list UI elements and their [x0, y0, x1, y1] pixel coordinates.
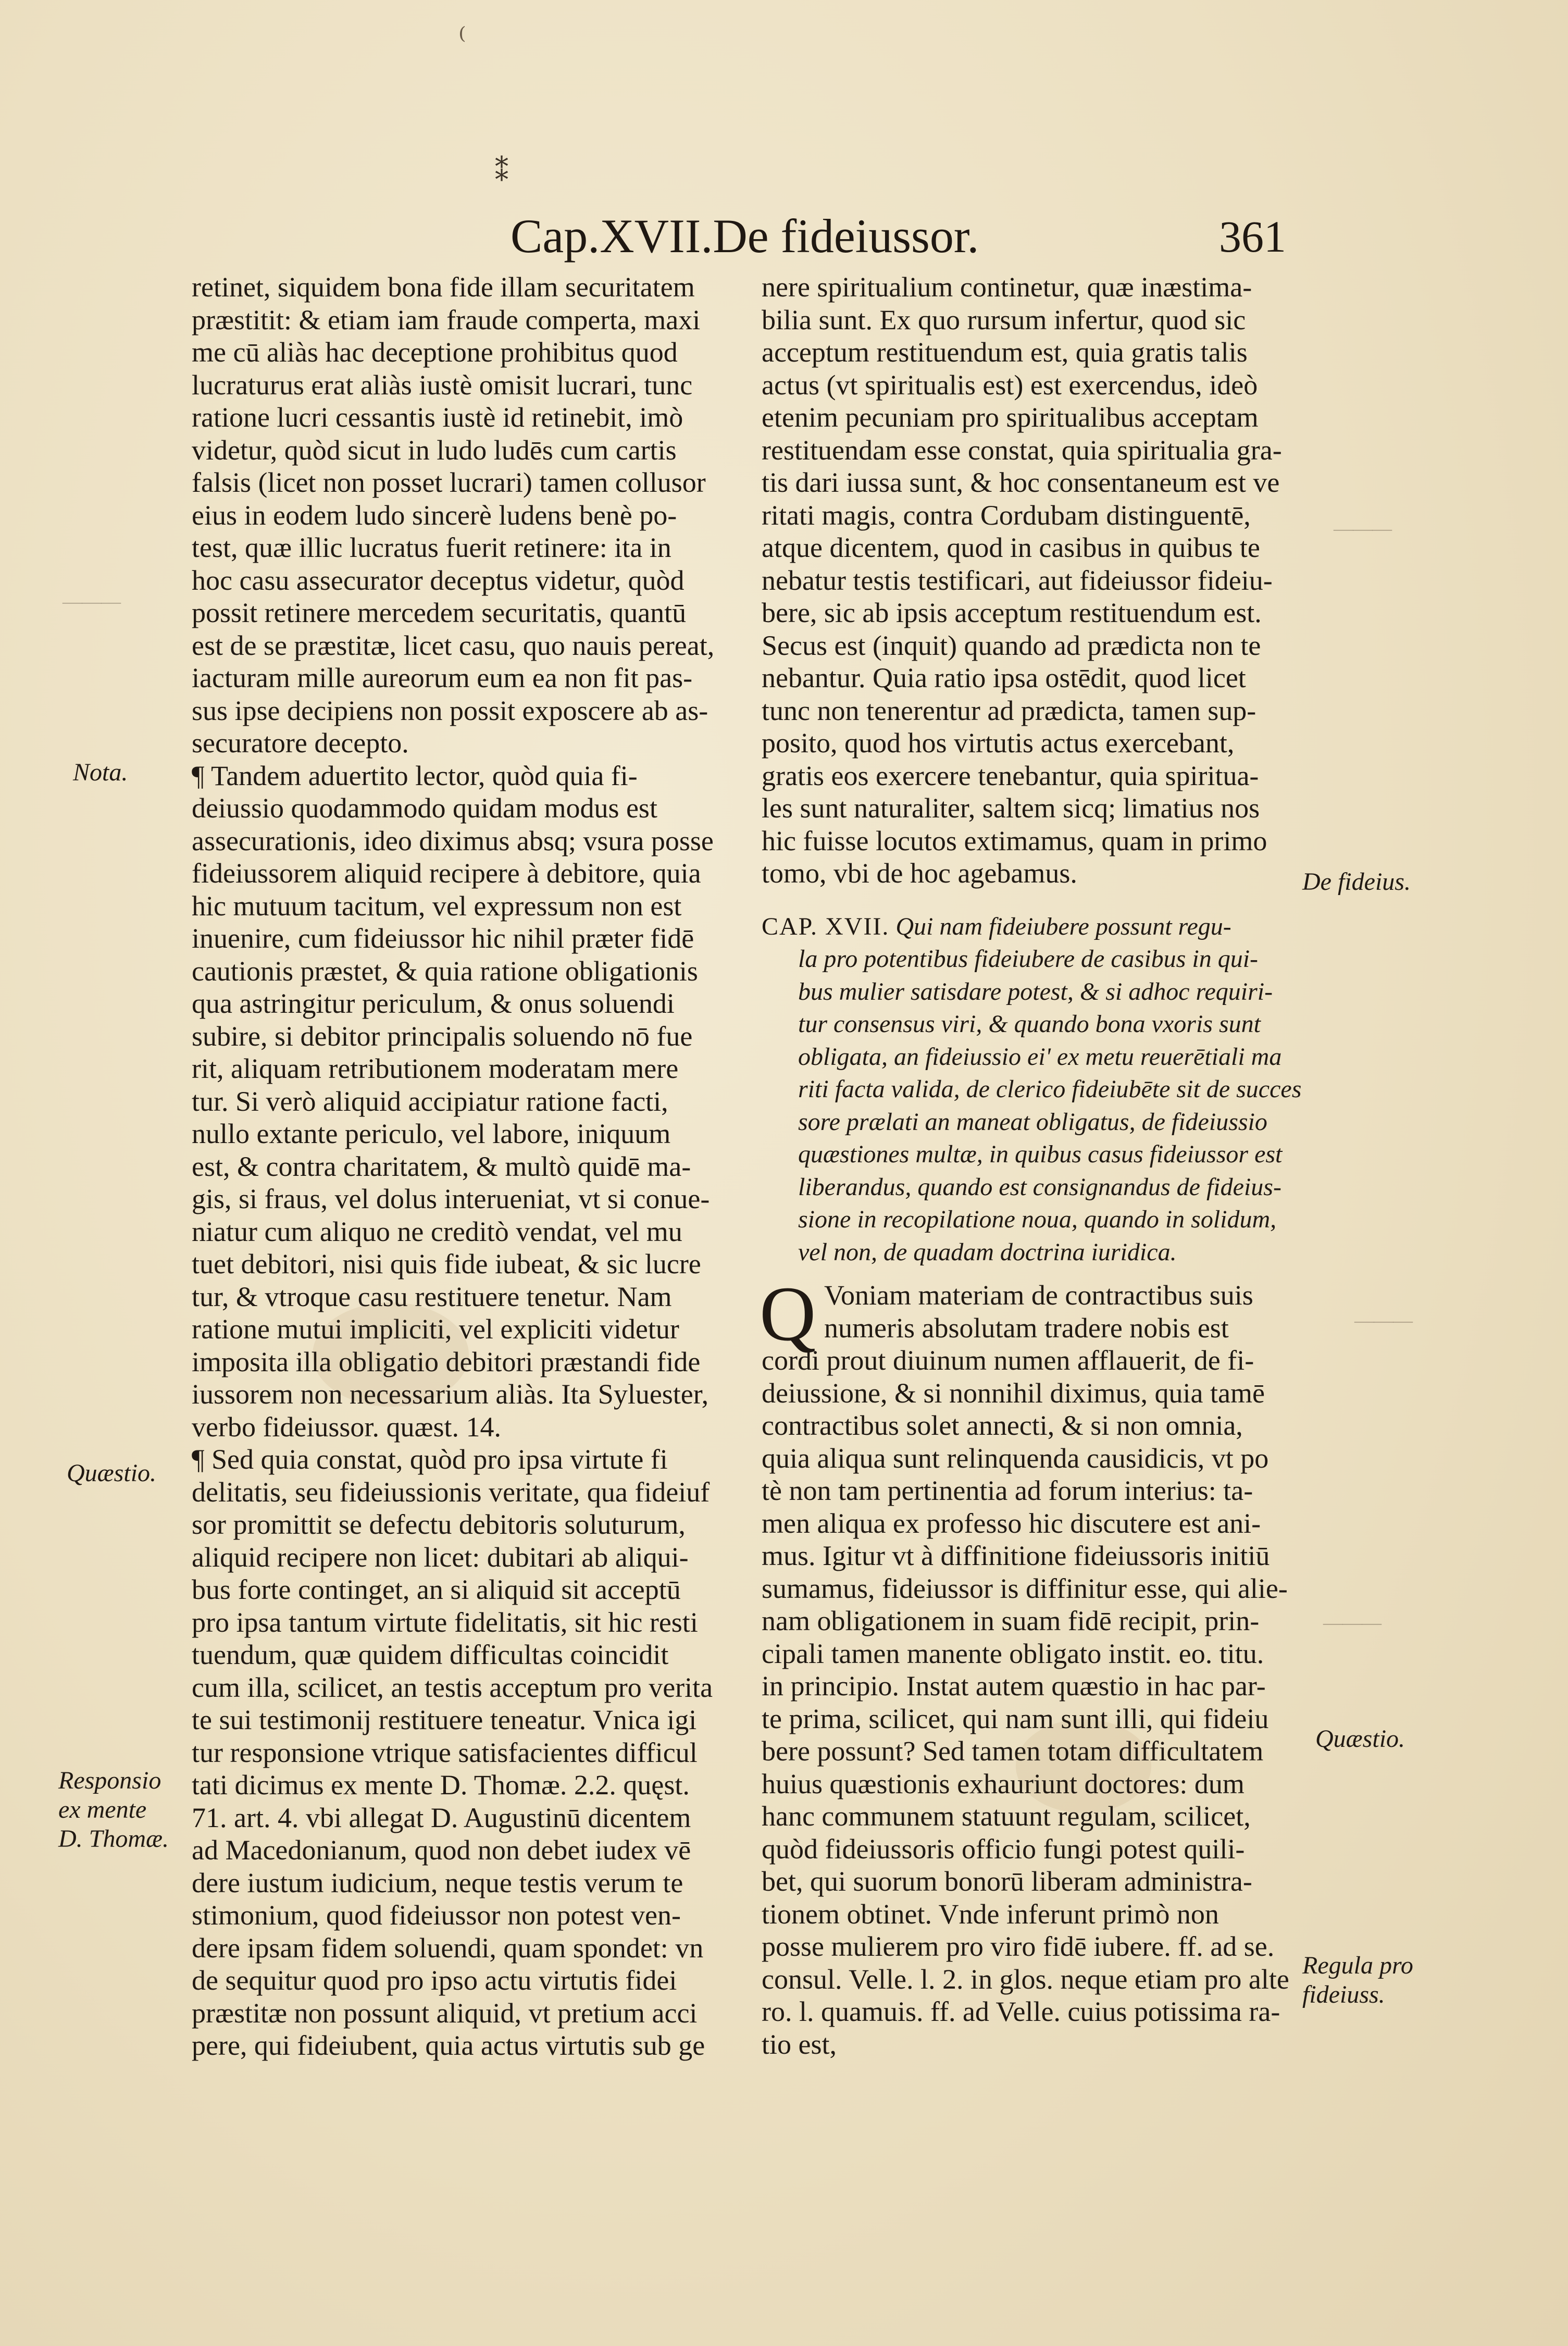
body-line: securatore decepto.	[192, 727, 409, 759]
body-line: in principio. Instat autem quæstio in hac par-	[762, 1670, 1266, 1702]
body-line: subire, si debitor principalis soluendo nō fue	[192, 1020, 693, 1052]
body-line: tur, & vtroque casu restituere tenetur. Nam	[192, 1281, 672, 1312]
body-line: retinet, siquidem bona fide illam securitatem	[192, 271, 695, 303]
printer-tick-mark: ⁽	[458, 21, 466, 57]
right-text-column	[762, 271, 1303, 2060]
margin-note-nota: Nota.	[73, 759, 128, 786]
body-line: assecurationis, ideo diximus absq; vsura posse	[192, 825, 714, 857]
margin-note-de-fideius: De fideius.	[1302, 868, 1411, 896]
body-line: cordi prout diuinum numen afflauerit, de fi-	[762, 1345, 1254, 1376]
body-line: nullo extante periculo, vel labore, iniquum	[192, 1118, 671, 1149]
body-line: nebantur. Quia ratio ipsa ostēdit, quod licet	[762, 662, 1246, 693]
margin-note-responsio	[58, 1766, 169, 1854]
right-column-continuation	[762, 271, 1303, 890]
margin-note-line: fideiuss.	[1302, 1981, 1385, 2008]
body-line: possit retinere mercedem securitatis, quantū	[192, 597, 687, 628]
body-line: test, quæ illic lucratus fuerit retinere: ita in	[192, 532, 671, 563]
body-line: tuet debitori, nisi quis fide iubeat, & sic lucre	[192, 1248, 701, 1280]
body-line: verbo fideiussor. quæst. 14.	[192, 1411, 501, 1443]
body-line: bet, qui suorum bonorū liberam administra-	[762, 1866, 1252, 1897]
body-line: ¶ Tandem aduertito lector, quòd quia fi-	[192, 760, 638, 791]
body-line: consul. Velle. l. 2. in glos. neque etiam pro alte	[762, 1963, 1289, 1995]
body-line: hic fuisse locutos extimamus, quam in primo	[762, 825, 1267, 857]
body-line: ¶ Sed quia constat, quòd pro ipsa virtute fi	[192, 1444, 668, 1475]
body-line: tuendum, quæ quidem difficultas coincidit	[192, 1639, 669, 1670]
body-line: nebatur testis testificari, aut fideiussor fideiu-	[762, 564, 1273, 596]
body-line: ratione lucri cessantis iustè id retinebit, imò	[192, 402, 683, 433]
body-line: tur responsione vtrique satisfacientes difficul	[192, 1736, 698, 1768]
body-line: ad Macedonianum, quod non debet iudex vē	[192, 1834, 691, 1866]
margin-note-questio: Quæstio.	[67, 1459, 157, 1487]
body-line: eius in eodem ludo sincerè ludens benè po-	[192, 499, 677, 531]
bleed-through-text: ———	[1354, 1309, 1413, 1333]
margin-note-line: Responsio	[58, 1767, 161, 1794]
body-line: deiussio quodammodo quidam modus est	[192, 792, 657, 824]
chapter-summary-line: vel non, de quadam doctrina iuridica.	[798, 1238, 1177, 1266]
body-line: pro ipsa tantum virtute fidelitatis, sit hic resti	[192, 1606, 698, 1638]
chapter-summary-line: riti facta valida, de clerico fideiubēte sit de succes	[798, 1075, 1302, 1103]
margin-note-questio-right: Quæstio.	[1315, 1725, 1405, 1753]
bleed-through-text: ———	[63, 590, 121, 614]
drop-cap: Q	[760, 1271, 816, 1357]
body-line: hoc casu assecurator deceptus videtur, quòd	[192, 564, 685, 596]
body-line: nam obligationem in suam fidē recipit, prin-	[762, 1605, 1260, 1636]
chapter-summary-line: bus mulier satisdare potest, & si adhoc requiri-	[798, 977, 1273, 1006]
body-line: iacturam mille aureorum eum ea non fit pas-	[192, 662, 693, 693]
body-line: lucraturus erat aliàs iustè omisit lucrari, tunc	[192, 369, 693, 401]
printer-ornament: ⁑	[495, 156, 508, 188]
body-line: videtur, quòd sicut in ludo ludēs cum cartis	[192, 434, 677, 466]
body-line: tomo, vbi de hoc agebamus.	[762, 858, 1077, 889]
body-line: acceptum restituendum est, quia gratis talis	[762, 337, 1248, 368]
bleed-through-text: ———	[1323, 1611, 1382, 1635]
page-number: 361	[1219, 212, 1286, 262]
margin-note-line: ex mente	[58, 1796, 147, 1823]
body-line: nere spiritualium continetur, quæ inæstima-	[762, 271, 1252, 303]
body-line: tionem obtinet. Vnde inferunt primò non	[762, 1898, 1219, 1930]
chapter-summary-line: Qui nam fideiubere possunt regu-	[895, 912, 1231, 940]
body-line: actus (vt spiritualis est) est exercendus, ideò	[762, 369, 1258, 401]
body-line: hic mutuum tacitum, vel expressum non est	[192, 890, 682, 922]
body-line: cum illa, scilicet, an testis acceptum pro verita	[192, 1671, 713, 1703]
body-line: hanc communem statuunt regulam, scilicet,	[762, 1801, 1251, 1832]
body-line: posito, quod hos virtutis actus exercebant,	[762, 727, 1235, 759]
body-line: sor promittit se defectu debitoris soluturum,	[192, 1509, 686, 1540]
body-line: inuenire, cum fideiussor hic nihil præter fidē	[192, 923, 694, 954]
margin-note-line: D. Thomæ.	[58, 1825, 169, 1853]
body-line: falsis (licet non posset lucrari) tamen collusor	[192, 467, 706, 498]
running-header	[511, 208, 1396, 271]
body-line: rit, aliquam retributionem moderatam mere	[192, 1053, 679, 1084]
body-line: præstitit: & etiam iam fraude comperta, maxi	[192, 304, 701, 336]
body-line: tis dari iussa sunt, & hoc consentaneum est ve	[762, 467, 1280, 498]
body-line: cipali tamen manente obligato instit. eo. titu.	[762, 1637, 1264, 1669]
body-line: ratione mutui impliciti, vel expliciti videtur	[192, 1313, 679, 1345]
body-line: tè non tam pertinentia ad forum interius: ta-	[762, 1475, 1253, 1506]
body-line: deiussione, & si nonnihil diximus, quia tamē	[762, 1377, 1265, 1409]
body-line: sumamus, fideiussor is diffinitur esse, qui alie-	[762, 1572, 1288, 1604]
body-line: tati dicimus ex mente D. Thomæ. 2.2. quęst.	[192, 1769, 690, 1801]
chapter-body	[760, 1271, 1303, 2060]
chapter-summary-line: obligata, an fideiussio ei' ex metu reuerētiali ma	[798, 1042, 1282, 1071]
margin-note-regula	[1302, 1951, 1413, 2009]
body-line: te sui testimonij restituere teneatur. Vnica igi	[192, 1704, 697, 1735]
body-line: men aliqua ex professo hic discutere est ani-	[762, 1507, 1261, 1539]
chapter-summary-line: tur consensus viri, & quando bona vxoris sunt	[798, 1010, 1261, 1038]
running-title: Cap.XVII.De fideiussor.	[511, 209, 979, 263]
body-line: atque dicentem, quod in casibus in quibus te	[762, 532, 1260, 563]
margin-note-line: Regula pro	[1302, 1952, 1413, 1979]
body-line: restituendam esse constat, quia spiritualia gra-	[762, 434, 1282, 466]
body-line: bere possunt? Sed tamen totam difficultatem	[762, 1735, 1264, 1767]
chapter-heading	[762, 911, 1303, 1269]
body-line: aliquid recipere non licet: dubitari ab aliqui-	[192, 1541, 689, 1573]
body-line: mus. Igitur vt à diffinitione fideiussoris initiū	[762, 1540, 1270, 1571]
body-line: gis, si fraus, vel dolus interueniat, vt si conue-	[192, 1183, 710, 1214]
body-line: gratis eos exercere tenebantur, quia spiritua-	[762, 760, 1259, 791]
chapter-summary-line: la pro potentibus fideiubere de casibus in qui-	[798, 945, 1259, 973]
body-line: Voniam materiam de contractibus suis	[824, 1280, 1253, 1311]
body-line: Secus est (inquit) quando ad prædicta non te	[762, 629, 1261, 661]
body-line: stimonium, quod fideiussor non potest ven-	[192, 1900, 681, 1931]
body-line: præstitæ non possunt aliquid, vt pretium acci	[192, 1997, 698, 2029]
body-line: dere iustum iudicium, neque testis verum te	[192, 1867, 683, 1898]
body-line: quòd fideiussoris officio fungi potest quili-	[762, 1833, 1245, 1865]
left-text-column	[192, 271, 718, 2062]
body-line: qua astringitur periculum, & onus soluendi	[192, 988, 675, 1019]
body-line: 71. art. 4. vbi allegat D. Augustinū dicentem	[192, 1802, 691, 1833]
body-line: pere, qui fideiubent, quia actus virtutis sub ge	[192, 2030, 705, 2061]
body-line: cautionis præstet, & quia ratione obligationis	[192, 955, 698, 987]
body-line: est de se præstitæ, licet casu, quo nauis pereat,	[192, 629, 715, 661]
body-line: tur. Si verò aliquid accipiatur ratione facti,	[192, 1085, 668, 1117]
chapter-label: CAP. XVII.	[762, 912, 890, 940]
body-line: de sequitur quod pro ipso actu virtutis fidei	[192, 1965, 677, 1996]
body-line: dere ipsam fidem soluendi, quam spondet: vn	[192, 1932, 704, 1964]
body-line: delitatis, seu fideiussionis veritate, qua fideiuf	[192, 1476, 710, 1508]
body-line: te prima, scilicet, qui nam sunt illi, qui fideiu	[762, 1703, 1269, 1734]
body-line: bere, sic ab ipsis acceptum restituendum est.	[762, 597, 1262, 628]
chapter-summary-line: liberandus, quando est consignandus de fideius-	[798, 1173, 1281, 1201]
body-line: bilia sunt. Ex quo rursum infertur, quod sic	[762, 304, 1246, 336]
body-line: ro. l. quamuis. ff. ad Velle. cuius potissima ra-	[762, 1996, 1280, 2027]
body-line: iussorem non necessarium aliàs. Ita Syluester,	[192, 1379, 709, 1410]
body-line: tio est,	[762, 2028, 837, 2060]
bleed-through-text: ———	[1334, 517, 1392, 541]
body-line: sus ipse decipiens non possit exposcere ab as-	[192, 694, 708, 726]
body-line: niatur cum aliquo ne creditò vendat, vel mu	[192, 1215, 682, 1247]
body-line: me cū aliàs hac deceptione prohibitus quod	[192, 337, 678, 368]
body-line: est, & contra charitatem, & multò quidē ma-	[192, 1150, 691, 1182]
body-line: les sunt naturaliter, saltem sicq; limatius nos	[762, 792, 1260, 824]
body-line: posse mulierem pro viro fidē iubere. ff. ad se.	[762, 1931, 1275, 1962]
body-line: etenim pecuniam pro spiritualibus acceptam	[762, 402, 1259, 433]
body-line: bus forte continget, an si aliquid sit acceptū	[192, 1574, 681, 1605]
body-line: huius quæstionis exhauriunt doctores: dum	[762, 1768, 1245, 1799]
chapter-summary-line: sione in recopilatione noua, quando in solidum,	[798, 1206, 1277, 1233]
body-line: tunc non tenerentur ad prædicta, tamen sup-	[762, 694, 1256, 726]
body-line: imposita illa obligatio debitori præstandi fide	[192, 1346, 701, 1377]
body-line: numeris absolutam tradere nobis est	[824, 1312, 1229, 1344]
chapter-summary-line: quæstiones multæ, in quibus casus fideiussor est	[798, 1140, 1283, 1168]
body-line: contractibus solet annecti, & si non omnia,	[762, 1410, 1243, 1441]
chapter-summary-line: sore prælati an maneat obligatus, de fideiussio	[798, 1108, 1267, 1136]
body-line: ritati magis, contra Cordubam distinguentē,	[762, 499, 1251, 531]
body-line: quia aliqua sunt relinquenda causidicis, vt po	[762, 1442, 1269, 1474]
body-line: fideiussorem aliquid recipere à debitore, quia	[192, 858, 701, 889]
